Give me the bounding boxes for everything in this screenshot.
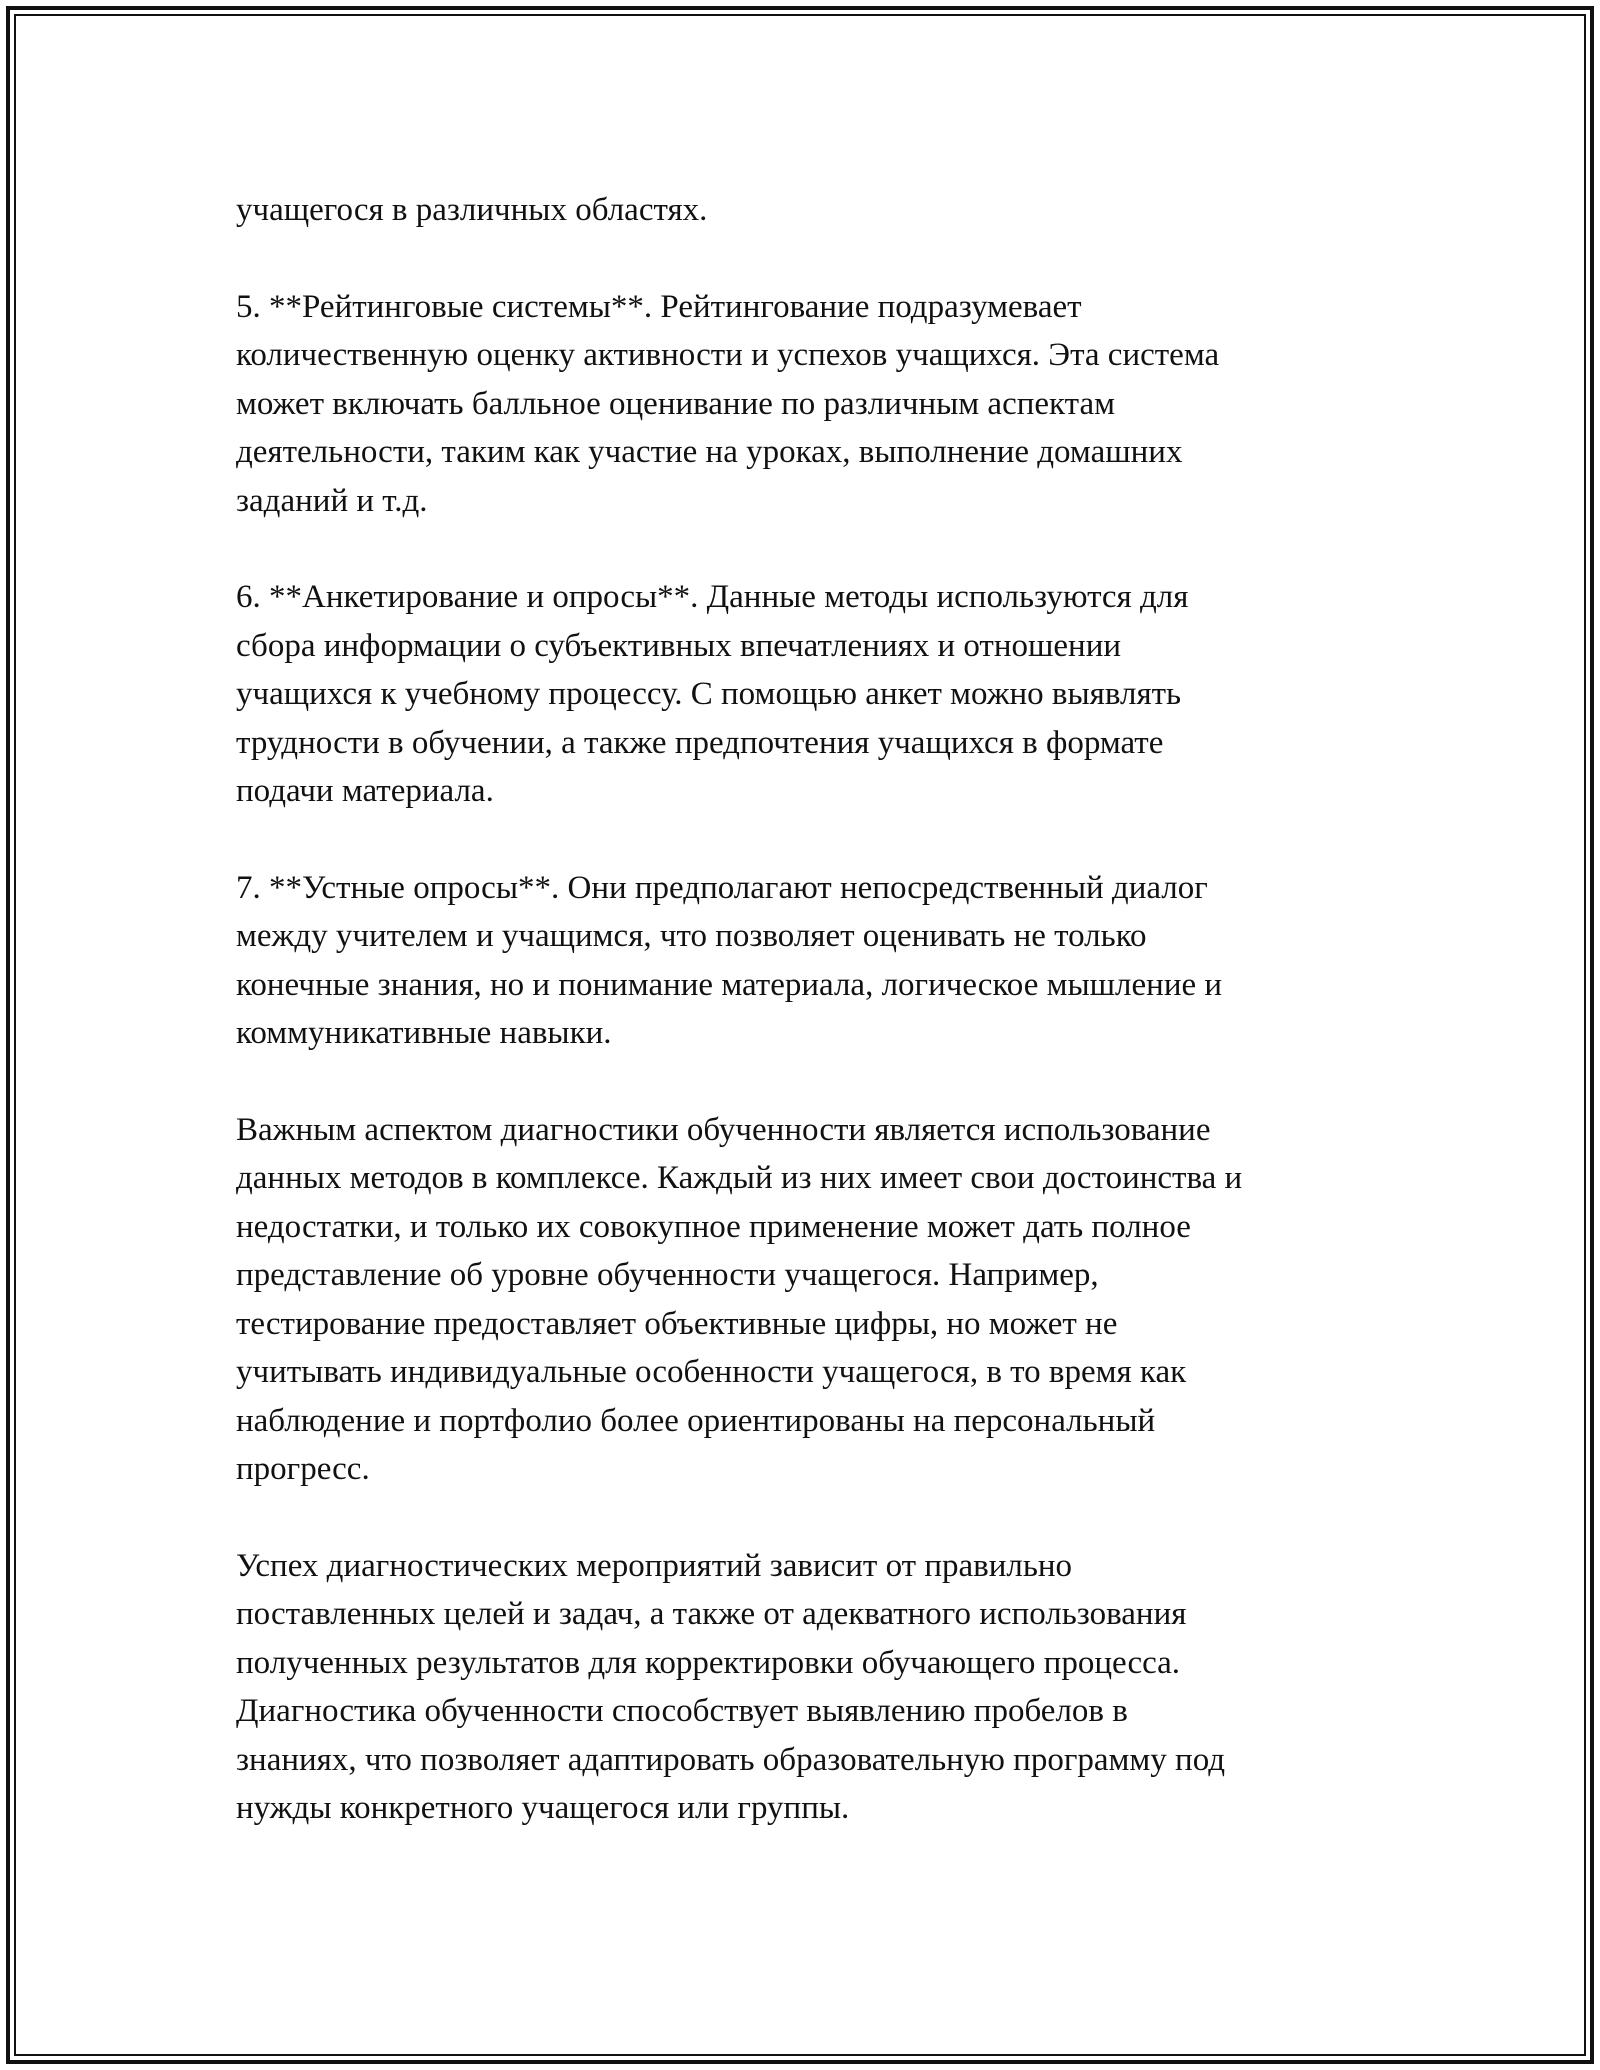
paragraph-item-5-rating-systems: 5. **Рейтинговые системы**. Рейтингование подразумевает количественную оценку активности и успехов учащихся. Эта система может включать балльное оценивание по различным аспектам деятельности, таким как участие на уроках, выполнение домашних заданий и т.д. xyxy=(236,288,1220,519)
document-body xyxy=(236,186,1366,1881)
paragraph-methods-complex: Важным аспектом диагностики обученности является использование данных методов в комплексе. Каждый из них имеет свои достоинства и недостатки, и только их совокупное применение может дать полное представление об уровне обученности учащегося. Например, тестирование предоставляет объективные цифры, но может не учитывать индивидуальные особенности учащегося, в то время как наблюдение и портфолио более ориентированы на персональный прогресс. xyxy=(236,1111,1243,1487)
paragraph-item-7-oral-questioning: 7. **Устные опросы**. Они предполагают непосредственный диалог между учителем и учащимся, что позволяет оценивать не только конечные знания, но и понимание материала, логическое мышление и коммуникативные навыки. xyxy=(236,869,1223,1051)
paragraph-item-6-surveys: 6. **Анкетирование и опросы**. Данные методы используются для сбора информации о субъективных впечатлениях и отношении учащихся к учебному процессу. С помощью анкет можно выявлять трудности в обучении, а также предпочтения учащихся в формате подачи материала. xyxy=(236,579,1189,809)
paragraph-continuation: учащегося в различных областях. xyxy=(236,192,708,228)
paragraph-conclusion: Успех диагностических мероприятий зависит от правильно поставленных целей и задач, а также от адекватного использования полученных результатов для корректировки обучающего процесса. Диагностика обученности способствует выявлению пробелов в знаниях, что позволяет адаптировать образовательную программу под нужды конкретного учащегося или группы. xyxy=(236,1547,1226,1826)
